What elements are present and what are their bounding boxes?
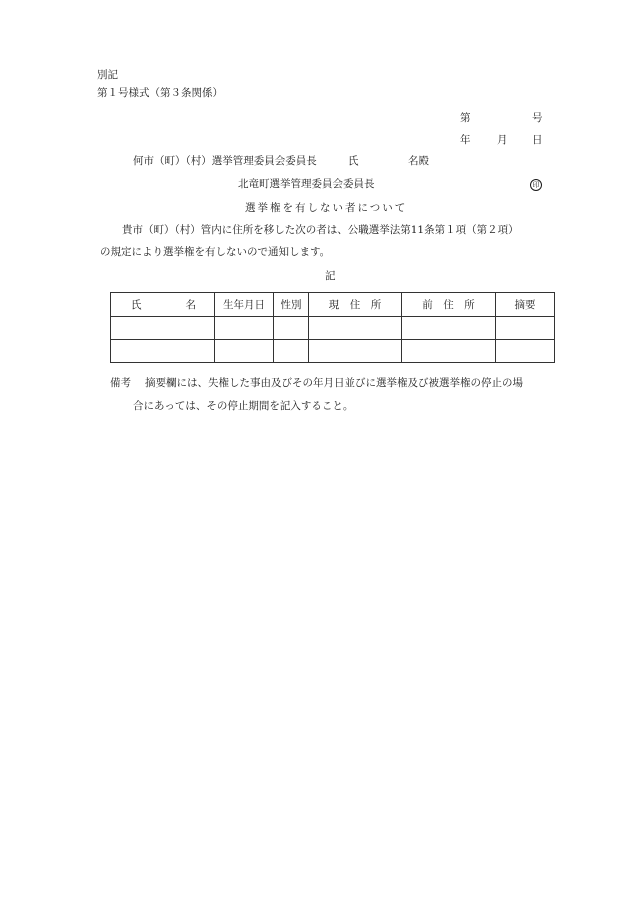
- header-gender: 性別: [274, 293, 309, 317]
- cell-birth-date: [215, 340, 274, 363]
- header-previous-address: 前 住 所: [402, 293, 496, 317]
- table-row: [111, 340, 555, 363]
- seal-mark: [530, 178, 542, 191]
- addressee-name-label: 氏: [348, 155, 359, 167]
- sender-title: 北竜町選挙管理委員会委員長: [238, 178, 375, 190]
- cell-name: [111, 340, 215, 363]
- addressee-org: 何市（町）（村）選挙管理委員会委員長: [133, 155, 317, 167]
- cell-gender: [274, 340, 309, 363]
- number-suffix: 号: [532, 112, 543, 124]
- header-name-left: 氏: [131, 299, 142, 311]
- cell-current-address: [309, 317, 402, 340]
- note-line-1: 摘要欄には、失権した事由及びその年月日並びに選挙権及び被選挙権の停止の場: [145, 377, 523, 389]
- addressee-honorific: 名殿: [408, 155, 429, 167]
- cell-remarks: [496, 317, 555, 340]
- cell-name: [111, 317, 215, 340]
- appendix-label: 別記: [97, 69, 118, 81]
- form-label: 第１号様式（第３条関係）: [97, 87, 223, 99]
- cell-current-address: [309, 340, 402, 363]
- date-day: 日: [532, 134, 543, 146]
- record-heading: 記: [325, 270, 336, 282]
- number-prefix: 第: [460, 112, 471, 124]
- header-current-address: 現 住 所: [309, 293, 402, 317]
- header-name: [111, 293, 215, 317]
- seal-icon: 印: [530, 179, 542, 191]
- date-year: 年: [460, 134, 471, 146]
- header-remarks: 摘要: [496, 293, 555, 317]
- header-name-right: 名: [185, 299, 196, 311]
- cell-previous-address: [402, 317, 496, 340]
- table-row: [111, 317, 555, 340]
- cell-previous-address: [402, 340, 496, 363]
- record-table: [110, 292, 555, 363]
- body-line-1: 貴市（町）（村）管内に住所を移した次の者は、公職選挙法第11条第１項（第２項）: [122, 224, 519, 236]
- document-title: 選挙権を有しない者について: [245, 202, 408, 214]
- cell-birth-date: [215, 317, 274, 340]
- cell-remarks: [496, 340, 555, 363]
- date-month: 月: [497, 134, 508, 146]
- note-label: 備考: [110, 377, 131, 389]
- cell-gender: [274, 317, 309, 340]
- note-line-2: 合にあっては、その停止期間を記入すること。: [133, 400, 354, 412]
- table-header-row: [111, 293, 555, 317]
- body-line-2: の規定により選挙権を有しないので通知します。: [100, 246, 331, 258]
- header-birth-date: 生年月日: [215, 293, 274, 317]
